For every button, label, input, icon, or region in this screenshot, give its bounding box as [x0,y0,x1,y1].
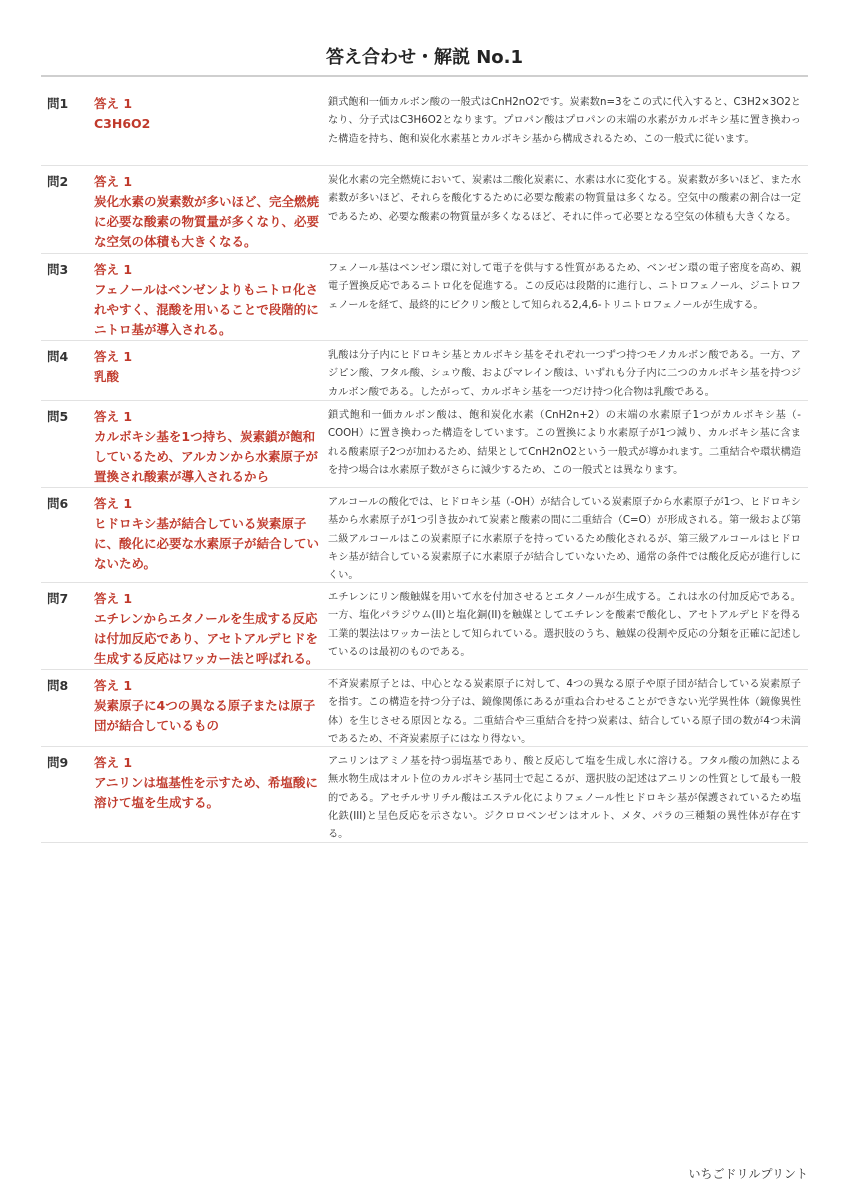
explanation-text: フェノール基はベンゼン環に対して電子を供与する性質があるため、ベンゼン環の電子密度を高め、親電子置換反応であるニトロ化を促進する。この反応は段階的に進行し、ニトロフェノール、ジニトロフェノールを経て、最終的にピクリン酸として知られる2,4,6-トリニトロフェノールが生成する。 [328,263,801,311]
answer-label: 答え 1 [94,174,133,189]
answer-label: 答え 1 [94,678,133,693]
answer-text: カルボキシ基を1つ持ち、炭素鎖が飽和しているため、アルカンから水素原子が置換され酸素が導入されるから [94,429,319,484]
explanation-text: 乳酸は分子内にヒドロキシ基とカルボキシ基をそれぞれ一つずつ持つモノカルボン酸である。一方、アジピン酸、フタル酸、シュウ酸、およびマレイン酸は、いずれも分子内に二つのカルボキシ基を持つジカルボン酸である。したがって、カルボキシ基を一つだけ持つ化合物は乳酸である。 [328,350,801,398]
question-number: 問5 [47,409,69,424]
question-number: 問9 [47,755,69,770]
answer-text: アニリンは塩基性を示すため、希塩酸に溶けて塩を生成する。 [94,775,318,810]
answer-text: C3H6O2 [94,116,151,131]
question-number: 問6 [47,496,69,511]
answer-text: 乳酸 [94,369,120,384]
explanation-text: 鎖式飽和一価カルボン酸は、飽和炭化水素（CnH2n+2）の末端の水素原子1つがカルボキシ基（-COOH）に置き換わった構造をしています。この置換により水素原子が1つ減り、カルボキシ基に含まれる酸素原子2つが加わるため、結果としてCnH2nO2という一般式が導かれます。二重結合や環状構造を持つ場合は水素原子数がさらに減少するため、この一般式とは異なります。 [328,410,801,476]
answer-row-6 [41,488,808,583]
answer-row-7 [41,583,808,670]
question-number: 問2 [47,174,69,189]
answer-label: 答え 1 [94,96,133,111]
answer-list [41,88,808,843]
answer-row-8 [41,670,808,747]
question-number: 問1 [47,96,69,111]
question-number: 問4 [47,349,69,364]
answer-row-5 [41,401,808,488]
answer-text: 炭化水素の炭素数が多いほど、完全燃焼に必要な酸素の物質量が多くなり、必要な空気の体積も大きくなる。 [94,194,320,249]
explanation-text: アルコールの酸化では、ヒドロキシ基（-OH）が結合している炭素原子から水素原子が1つ、ヒドロキシ基から水素原子が1つ引き抜かれて炭素と酸素の間に二重結合（C=O）が形成される。第一級および第二級アルコールはこの炭素原子に水素原子を持っているため酸化されるが、第三級アルコールはヒドロキシ基が結合している炭素原子に水素原子が結合していないため、通常の条件では酸化反応が進行しにくい。 [328,497,801,582]
explanation-text: 鎖式飽和一価カルボン酸の一般式はCnH2nO2です。炭素数n=3をこの式に代入すると、C3H2×3O2となり、分子式はC3H6O2となります。プロパン酸はプロパンの末端の水素がカルボキシ基に置き換わった構造を持ち、飽和炭化水素基とカルボキシ基から構成されるため、この一般式に従います。 [328,97,801,145]
question-number: 問3 [47,262,69,277]
question-number: 問7 [47,591,69,606]
answer-label: 答え 1 [94,496,133,511]
title-divider [41,75,808,77]
answer-block [94,676,319,736]
answer-row-4 [41,341,808,401]
page-title: 答え合わせ・解説 No.1 [325,47,524,68]
answer-block [94,347,319,387]
explanation-text: 炭化水素の完全燃焼において、炭素は二酸化炭素に、水素は水に変化する。炭素数が多いほど、また水素数が多いほど、それらを酸化するために必要な酸素の物質量は多くなる。空気中の酸素の割合は一定であるため、必要な酸素の物質量が多くなるほど、それに伴って必要となる空気の体積も大きくなる。 [328,175,801,223]
answer-row-3 [41,254,808,341]
answer-label: 答え 1 [94,591,133,606]
answer-label: 答え 1 [94,349,133,364]
answer-row-1 [41,88,808,166]
footer-brand: いちごドリルプリント [688,1167,808,1181]
answer-block [94,94,319,134]
answer-text: 炭素原子に4つの異なる原子または原子団が結合しているもの [94,698,316,733]
answer-block [94,407,319,487]
answer-label: 答え 1 [94,755,133,770]
explanation-text: エチレンにリン酸触媒を用いて水を付加させるとエタノールが生成する。これは水の付加反応である。一方、塩化パラジウム(II)と塩化銅(II)を触媒としてエチレンを酸素で酸化し、アセトアルデヒドを得る工業的製法はワッカー法として知られている。選択肢のうち、触媒の役割や反応の分類を正確に記述しているのは最初のものである。 [328,592,801,658]
answer-label: 答え 1 [94,409,133,424]
answer-row-2 [41,166,808,254]
answer-block [94,494,319,574]
answer-block [94,260,319,340]
answer-block [94,172,319,252]
answer-text: エチレンからエタノールを生成する反応は付加反応であり、アセトアルデヒドを生成する反応はワッカー法と呼ばれる。 [94,611,319,666]
explanation-text: アニリンはアミノ基を持つ弱塩基であり、酸と反応して塩を生成し水に溶ける。フタル酸の加熱による無水物生成はオルト位のカルボキシ基同士で起こるが、選択肢の記述はアニリンの性質として最も一般的である。アセチルサリチル酸はエステル化によりフェノール性ヒドロキシ基が保護されているため塩化鉄(III)と呈色反応を示さない。ジクロロベンゼンはオルト、メタ、パラの三種類の異性体が存在する。 [328,756,801,841]
answer-text: ヒドロキシ基が結合している炭素原子に、酸化に必要な水素原子が結合していないため。 [94,516,320,571]
answer-row-9 [41,747,808,843]
explanation-text: 不斉炭素原子とは、中心となる炭素原子に対して、4つの異なる原子や原子団が結合している炭素原子を指す。この構造を持つ分子は、鏡像関係にあるが重ね合わせることができない光学異性体（鏡像異性体）を生じさせる原因となる。二重結合や三重結合を持つ炭素は、結合している原子団の数が4つ未満であるため、不斉炭素原子にはなり得ない。 [328,679,801,745]
question-number: 問8 [47,678,69,693]
answer-block [94,753,319,813]
answer-label: 答え 1 [94,262,133,277]
answer-text: フェノールはベンゼンよりもニトロ化されやすく、混酸を用いることで段階的にニトロ基が導入される。 [94,282,319,337]
answer-block [94,589,319,669]
